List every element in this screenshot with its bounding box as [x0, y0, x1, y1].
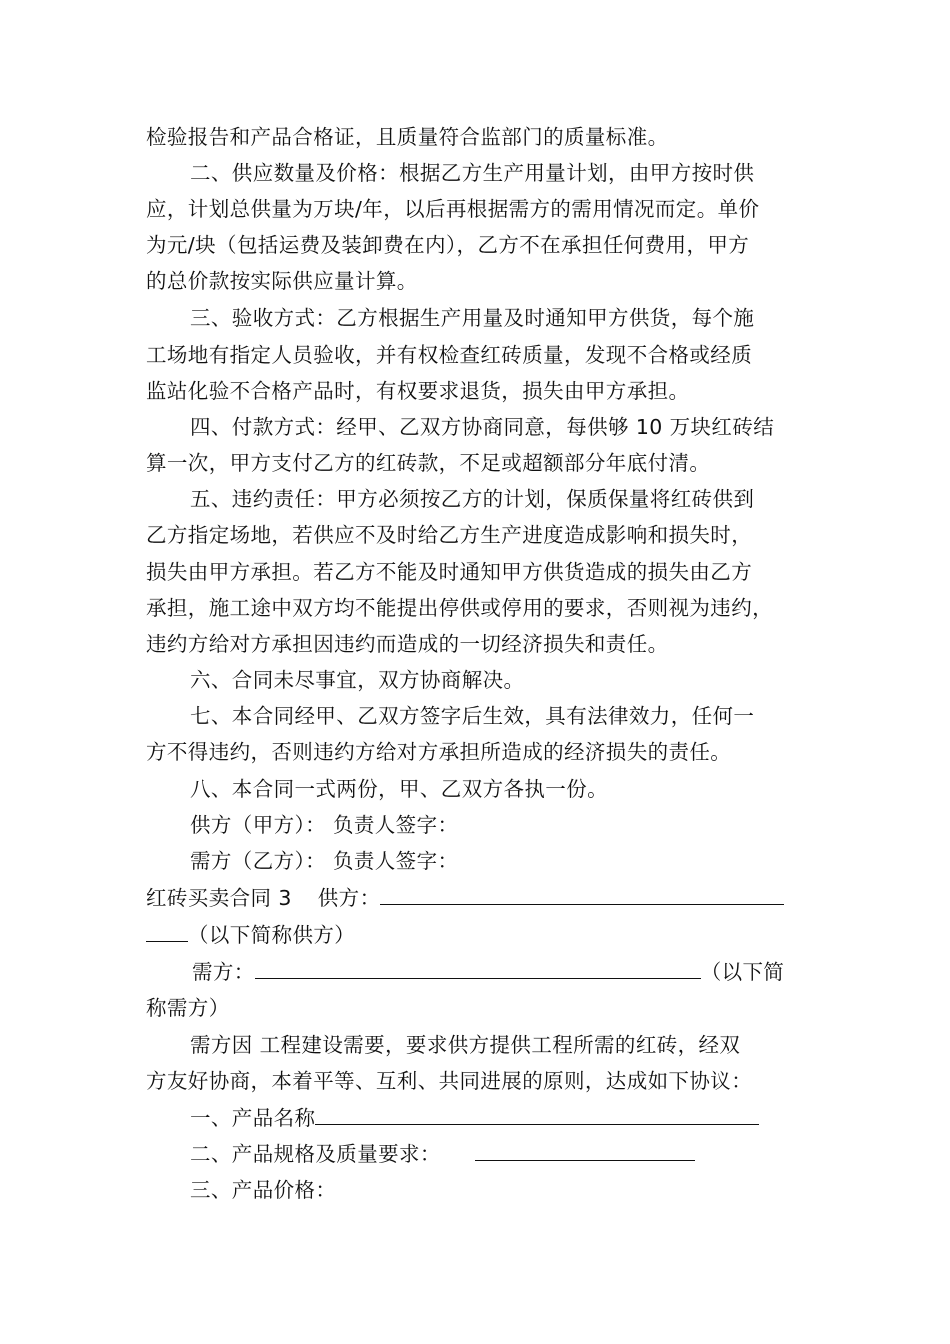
supplier-blank [380, 884, 784, 905]
product-name-blank [315, 1104, 759, 1125]
supplier-signature-line: 供方（甲方）： 负责人签字： [190, 813, 459, 837]
buyer-label: 需方： [192, 960, 255, 984]
buyer-abbrev-cont: 称需方） [146, 996, 230, 1020]
clause-7-effect: 七、本合同经甲、乙双方签字后生效，具有法律效力，任何一 [190, 704, 755, 728]
item-price: 三、产品价格： [190, 1178, 337, 1202]
paragraph-line: 方不得违约，否则违约方给对方承担所造成的经济损失的责任。 [146, 740, 732, 764]
paragraph-line: 方友好协商，本着平等、互利、共同进展的原则，达成如下协议： [146, 1069, 753, 1093]
paragraph-line: 为元/块（包括运费及装卸费在内），乙方不在承担任何费用，甲方 [146, 233, 750, 257]
paragraph-line: 乙方指定场地，若供应不及时给乙方生产进度造成影响和损失时， [146, 523, 753, 547]
contract-3-header-line [146, 884, 784, 910]
contract-3-title: 红砖买卖合同 3 [146, 886, 292, 910]
supplier-blank-cont [146, 921, 188, 942]
item-product-name: 一、产品名称 [190, 1106, 316, 1130]
clause-4-payment: 四、付款方式：经甲、乙双方协商同意，每供够 10 万块红砖结 [190, 415, 775, 439]
clause-2-supply-quantity-price: 二、供应数量及价格：根据乙方生产用量计划，由甲方按时供 [190, 161, 755, 185]
paragraph-line: 监站化验不合格产品时，有权要求退货，损失由甲方承担。 [146, 379, 690, 403]
supplier-abbrev: （以下简称供方） [188, 923, 356, 947]
clause-5-liability: 五、违约责任：甲方必须按乙方的计划，保质保量将红砖供到 [190, 487, 755, 511]
paragraph-line: 工场地有指定人员验收，并有权检查红砖质量，发现不合格或经质 [146, 343, 753, 367]
item-product-name-line [190, 1104, 759, 1130]
spec-blank [475, 1140, 695, 1161]
buyer-signature-line: 需方（乙方）： 负责人签字： [190, 849, 459, 873]
paragraph-line: 的总价款按实际供应量计算。 [146, 269, 418, 293]
paragraph-line: 检验报告和产品合格证，且质量符合监部门的质量标准。 [146, 125, 669, 149]
clause-8-copies: 八、本合同一式两份，甲、乙双方各执一份。 [190, 777, 608, 801]
paragraph-line: 应，计划总供量为万块/年，以后再根据需方的需用情况而定。单价 [146, 197, 760, 221]
paragraph-line: 承担，施工途中双方均不能提出停供或停用的要求，否则视为违约， [146, 596, 773, 620]
paragraph-line: 违约方给对方承担因违约而造成的一切经济损失和责任。 [146, 632, 669, 656]
supplier-abbrev-line [146, 921, 355, 947]
clause-6-unresolved: 六、合同未尽事宜，双方协商解决。 [190, 668, 525, 692]
buyer-abbrev: （以下简 [700, 960, 785, 984]
paragraph-line: 损失由甲方承担。若乙方不能及时通知甲方供货造成的损失由乙方 [146, 560, 753, 584]
buyer-line [192, 958, 784, 984]
buyer-blank [255, 958, 701, 979]
supplier-label: 供方： [317, 886, 381, 910]
paragraph-line: 算一次，甲方支付乙方的红砖款，不足或超额部分年底付清。 [146, 451, 711, 475]
item-spec-line [190, 1140, 695, 1166]
contract-3-intro: 需方因 工程建设需要，要求供方提供工程所需的红砖，经双 [190, 1033, 741, 1057]
clause-3-acceptance: 三、验收方式：乙方根据生产用量及时通知甲方供货，每个施 [190, 306, 755, 330]
item-spec: 二、产品规格及质量要求： [190, 1142, 441, 1166]
